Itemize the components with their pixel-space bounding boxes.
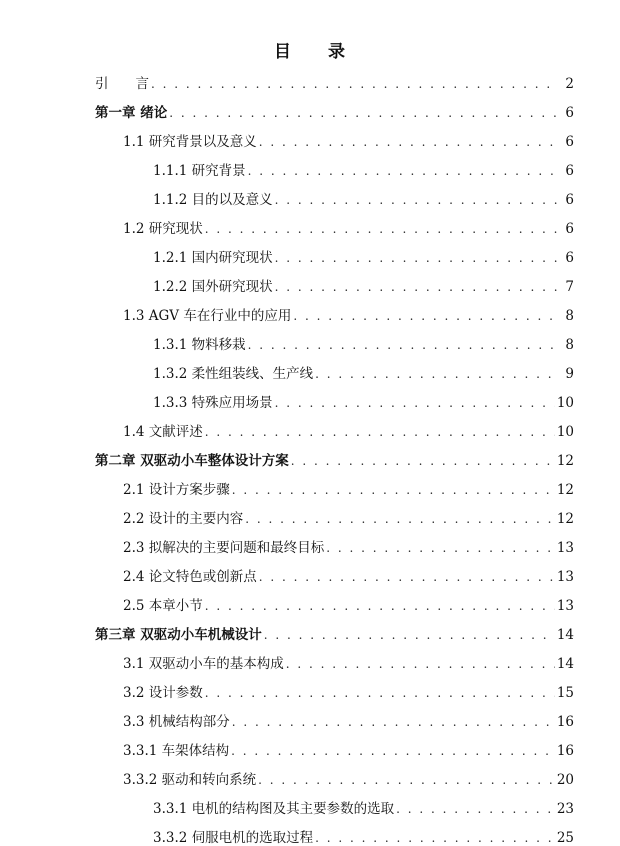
toc-entry-page: 2 [565, 76, 574, 92]
toc-entry-label: 第一章 绪论 [95, 105, 168, 121]
leader-dots [232, 483, 555, 497]
toc-entry-label: 3.2 设计参数 [123, 685, 203, 701]
leader-dots [151, 77, 558, 91]
toc-entry-label: 2.3 拟解决的主要问题和最终目标 [123, 540, 325, 556]
toc-entry-label: 1.3.1 物料移栽 [153, 337, 246, 353]
leader-dots [326, 541, 555, 555]
toc-entry-label: 1.3.3 特殊应用场景 [153, 395, 273, 411]
toc-entry-label: 1.4 文献评述 [123, 424, 203, 440]
toc-entry-label: 2.1 设计方案步骤 [123, 482, 230, 498]
toc-entry-page: 6 [565, 250, 574, 266]
toc-entry[interactable] [123, 507, 574, 527]
toc-entry-label: 1.1.1 研究背景 [153, 163, 246, 179]
leader-dots [291, 454, 555, 468]
leader-dots [259, 135, 558, 149]
toc-entry-page: 12 [556, 482, 574, 498]
toc-entry-page: 15 [556, 685, 574, 701]
toc-entry-label: 3.3.2 伺服电机的选取过程 [153, 830, 314, 846]
toc-entry[interactable] [153, 159, 574, 179]
toc-entry[interactable] [153, 362, 574, 382]
toc-entry-page: 6 [565, 134, 574, 150]
toc-entry-label: 1.1.2 目的以及意义 [153, 192, 273, 208]
toc-entry-page: 16 [556, 714, 574, 730]
toc-entry-label: 1.1 研究背景以及意义 [123, 134, 257, 150]
leader-dots [258, 773, 555, 787]
toc-entry-page: 13 [556, 569, 574, 585]
leader-dots [275, 251, 558, 265]
toc-entry[interactable] [153, 826, 574, 846]
toc-entry-page: 12 [556, 511, 574, 527]
toc-entry[interactable] [153, 797, 574, 817]
leader-dots [205, 222, 558, 236]
toc-entry-label: 1.2.2 国外研究现状 [153, 279, 273, 295]
toc-entry-intro[interactable] [95, 72, 574, 92]
toc-entry-page: 10 [556, 424, 574, 440]
toc-entry-page: 8 [565, 337, 574, 353]
leader-dots [315, 831, 555, 845]
toc-entry-chapter-2[interactable] [95, 449, 574, 469]
toc-entry-label: 引 言 [95, 76, 149, 92]
toc-entry-page: 6 [565, 192, 574, 208]
toc-entry[interactable] [153, 391, 574, 411]
toc-entry-chapter-3[interactable] [95, 623, 574, 643]
toc-entry-page: 6 [565, 163, 574, 179]
leader-dots [286, 657, 555, 671]
toc-entry[interactable] [123, 739, 574, 759]
toc-entry-label: 2.2 设计的主要内容 [123, 511, 244, 527]
toc-entry[interactable] [123, 478, 574, 498]
leader-dots [275, 193, 558, 207]
toc-entry-page: 6 [565, 105, 574, 121]
leader-dots [232, 715, 555, 729]
toc-entry[interactable] [123, 594, 574, 614]
toc-entry-page: 7 [565, 279, 574, 295]
toc-entry-label: 1.3.2 柔性组装线、生产线 [153, 366, 314, 382]
toc-entry[interactable] [123, 652, 574, 672]
toc-entry[interactable] [123, 420, 574, 440]
toc-entry[interactable] [153, 188, 574, 208]
toc-entry-label: 1.2 研究现状 [123, 221, 203, 237]
toc-entry-page: 14 [556, 656, 574, 672]
toc-entry-label: 3.3.2 驱动和转向系统 [123, 772, 257, 788]
leader-dots [248, 164, 558, 178]
toc-entry-page: 20 [556, 772, 574, 788]
leader-dots [259, 570, 555, 584]
toc-entry-page: 16 [556, 743, 574, 759]
toc-entry-label: 1.2.1 国内研究现状 [153, 250, 273, 266]
leader-dots [169, 106, 558, 120]
toc-entry-label: 第二章 双驱动小车整体设计方案 [95, 453, 289, 469]
toc-entry-chapter-1[interactable] [95, 101, 574, 121]
leader-dots [248, 338, 558, 352]
toc-entry-label: 3.3 机械结构部分 [123, 714, 230, 730]
toc-entry-label: 3.1 双驱动小车的基本构成 [123, 656, 284, 672]
toc-entry-page: 12 [556, 453, 574, 469]
toc-entry[interactable] [123, 565, 574, 585]
toc-entry-page: 6 [565, 221, 574, 237]
toc-entry-label: 3.3.1 车架体结构 [123, 743, 230, 759]
toc-entry-page: 13 [556, 540, 574, 556]
toc-entry[interactable] [123, 768, 574, 788]
toc-entry[interactable] [153, 246, 574, 266]
toc-entry[interactable] [153, 333, 574, 353]
leader-dots [231, 744, 555, 758]
leader-dots [293, 309, 558, 323]
toc-entry-page: 8 [565, 308, 574, 324]
toc-entry-page: 14 [556, 627, 574, 643]
toc-entry[interactable] [123, 710, 574, 730]
toc-entry-page: 23 [556, 801, 574, 817]
leader-dots [245, 512, 555, 526]
toc-entry-page: 10 [556, 395, 574, 411]
toc-entry[interactable] [123, 304, 574, 324]
toc-entry-label: 第三章 双驱动小车机械设计 [95, 627, 262, 643]
toc-entry-label: 2.5 本章小节 [123, 598, 203, 614]
toc-title-left: 目 [274, 42, 292, 62]
toc-entry-page: 9 [565, 366, 574, 382]
toc-title-right: 录 [328, 42, 346, 62]
leader-dots [205, 686, 555, 700]
toc-entry-label: 1.3 AGV 车在行业中的应用 [123, 308, 292, 324]
leader-dots [205, 599, 555, 613]
toc-entry[interactable] [153, 275, 574, 295]
leader-dots [315, 367, 558, 381]
toc-entry[interactable] [123, 217, 574, 237]
toc-entry[interactable] [123, 681, 574, 701]
toc-entry[interactable] [123, 536, 574, 556]
toc-entry-label: 2.4 论文特色或创新点 [123, 569, 257, 585]
toc-entry-page: 13 [556, 598, 574, 614]
leader-dots [205, 425, 555, 439]
toc-entry[interactable] [123, 130, 574, 150]
leader-dots [396, 802, 555, 816]
leader-dots [264, 628, 555, 642]
leader-dots [275, 396, 555, 410]
toc-title [0, 37, 620, 62]
toc-entry-label: 3.3.1 电机的结构图及其主要参数的选取 [153, 801, 395, 817]
toc-entry-page: 25 [556, 830, 574, 846]
leader-dots [275, 280, 558, 294]
